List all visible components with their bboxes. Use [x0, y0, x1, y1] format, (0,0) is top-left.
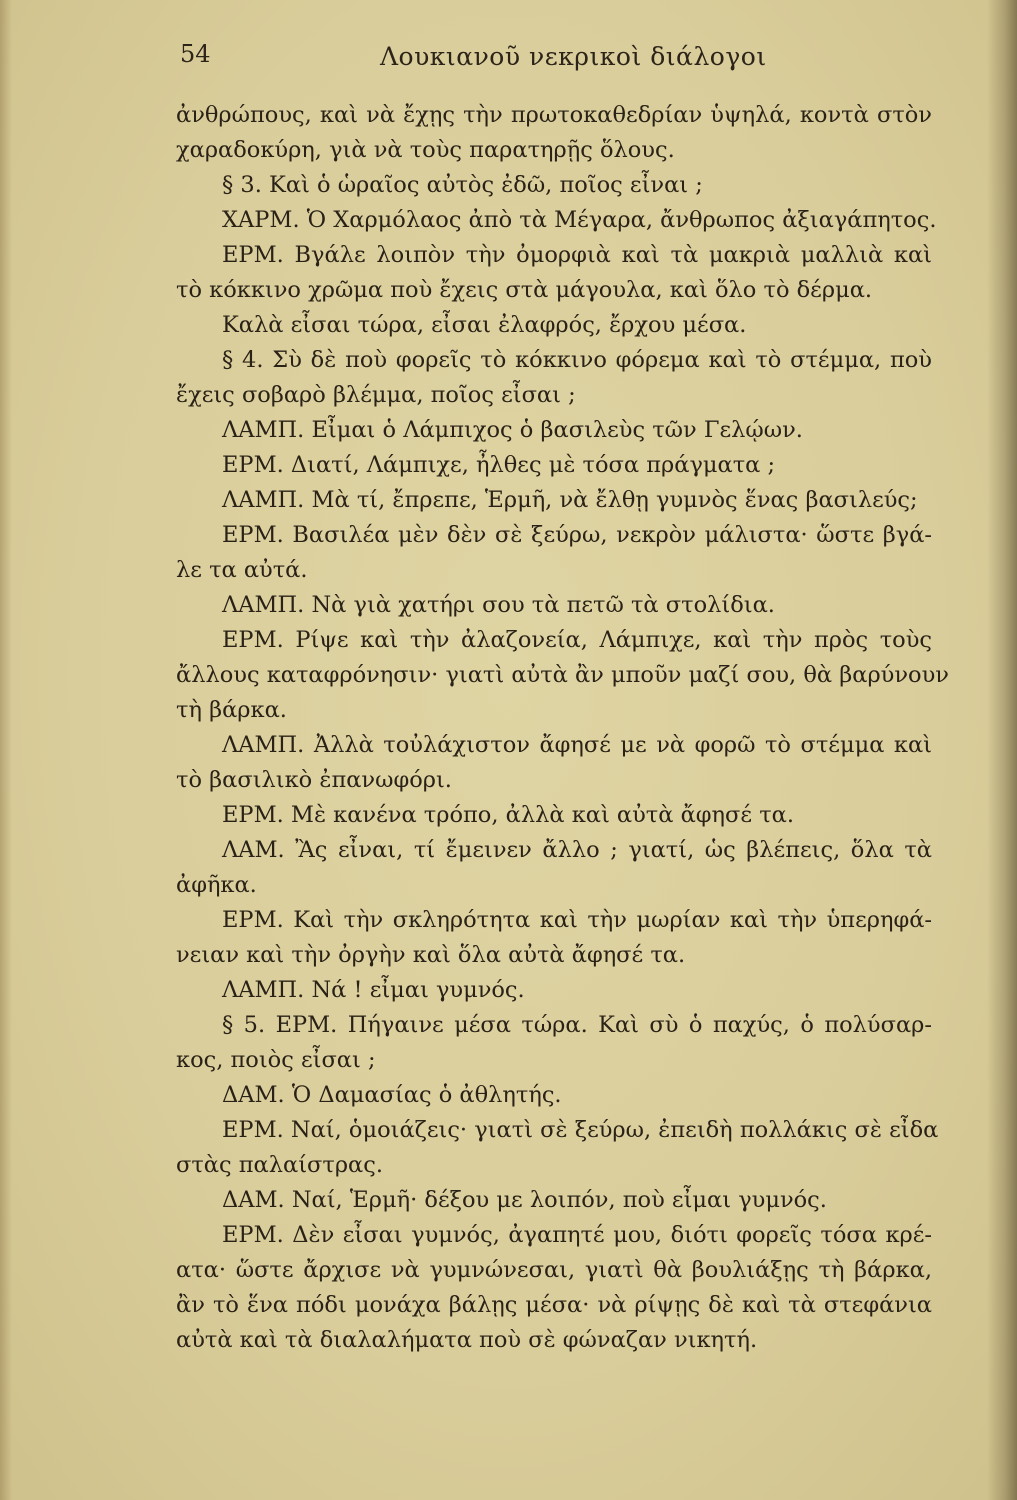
text-line: § 5. ΕΡΜ. Πήγαινε μέσα τώρα. Καὶ σὺ ὁ παχύς, ὁ πολύσαρ- — [222, 1012, 932, 1038]
text-line: λε τα αὐτά. — [176, 557, 308, 583]
text-line: τὸ βασιλικὸ ἐπανωφόρι. — [176, 767, 452, 793]
text-line: ΕΡΜ. Ναί, ὁμοιάζεις· γιατὶ σὲ ξεύρω, ἐπειδὴ πολλάκις σὲ εἶδα — [222, 1117, 939, 1143]
text-line: Καλὰ εἶσαι τώρα, εἶσαι ἐλαφρός, ἔρχου μέσα. — [222, 312, 747, 338]
text-line: ΛΑΜ. Ἂς εἶναι, τί ἔμεινεν ἄλλο ; γιατί, ὡς βλέπεις, ὅλα τὰ — [222, 837, 932, 863]
text-line: ΕΡΜ. Διατί, Λάμπιχε, ἦλθες μὲ τόσα πράγματα ; — [222, 452, 776, 478]
running-head: Λουκιανοῦ νεκρικοὶ διάλογοι — [380, 42, 767, 71]
text-line: ΔΑΜ. Ναί, Ἑρμῆ· δέξου με λοιπόν, ποὺ εἶμαι γυμνός. — [222, 1187, 827, 1213]
body-text — [176, 98, 949, 1358]
text-line: στὰς παλαίστρας. — [176, 1152, 383, 1178]
page-left-edge — [0, 0, 12, 1500]
spine-shadow — [987, 0, 1017, 1500]
text-line: ἀφῆκα. — [176, 872, 257, 898]
text-line: ΕΡΜ. Ρίψε καὶ τὴν ἀλαζονεία, Λάμπιχε, καὶ τὴν πρὸς τοὺς — [222, 627, 932, 653]
text-line: ΔΑΜ. Ὁ Δαμασίας ὁ ἀθλητής. — [222, 1082, 562, 1108]
text-line: ΛΑΜΠ. Ἀλλὰ τοὐλάχιστον ἄφησέ με νὰ φορῶ τὸ στέμμα καὶ — [222, 732, 932, 758]
text-line: ΛΑΜΠ. Μὰ τί, ἔπρεπε, Ἑρμῆ, νὰ ἔλθῃ γυμνὸς ἕνας βασιλεύς; — [222, 487, 918, 513]
text-line: ἀνθρώπους, καὶ νὰ ἔχῃς τὴν πρωτοκαθεδρίαν ὑψηλά, κοντὰ στὸν — [176, 102, 932, 128]
text-line: ἄλλους καταφρόνησιν· γιατὶ αὐτὰ ἂν μποῦν μαζί σου, θὰ βαρύνουν — [176, 662, 949, 688]
text-line: ΕΡΜ. Βασιλέα μὲν δὲν σὲ ξεύρω, νεκρὸν μάλιστα· ὥστε βγά- — [222, 522, 932, 548]
text-line: § 4. Σὺ δὲ ποὺ φορεῖς τὸ κόκκινο φόρεμα καὶ τὸ στέμμα, ποὺ — [222, 347, 932, 373]
text-line: ΛΑΜΠ. Εἶμαι ὁ Λάμπιχος ὁ βασιλεὺς τῶν Γελῴων. — [222, 417, 803, 443]
text-line: ΕΡΜ. Βγάλε λοιπὸν τὴν ὀμορφιὰ καὶ τὰ μακριὰ μαλλιὰ καὶ — [222, 242, 932, 268]
text-line: ΕΡΜ. Δὲν εἶσαι γυμνός, ἀγαπητέ μου, διότι φορεῖς τόσα κρέ- — [222, 1222, 932, 1248]
text-line: κος, ποιὸς εἶσαι ; — [176, 1047, 376, 1073]
text-line: ατα· ὥστε ἄρχισε νὰ γυμνώνεσαι, γιατὶ θὰ βουλιάξῃς τὴ βάρκα, — [176, 1257, 932, 1283]
text-line: ΕΡΜ. Μὲ κανένα τρόπο, ἀλλὰ καὶ αὐτὰ ἄφησέ τα. — [222, 802, 794, 828]
text-line: ἔχεις σοβαρὸ βλέμμα, ποῖος εἶσαι ; — [176, 382, 576, 408]
text-line: ΛΑΜΠ. Νά ! εἶμαι γυμνός. — [222, 977, 525, 1003]
text-line: τὸ κόκκινο χρῶμα ποὺ ἔχεις στὰ μάγουλα, καὶ ὅλο τὸ δέρμα. — [176, 277, 873, 303]
text-line: ἂν τὸ ἕνα πόδι μονάχα βάλῃς μέσα· νὰ ρίψῃς δὲ καὶ τὰ στεφάνια — [176, 1292, 932, 1318]
text-line: ΧΑΡΜ. Ὁ Χαρμόλαος ἀπὸ τὰ Μέγαρα, ἄνθρωπος ἀξιαγάπητος. — [222, 207, 937, 233]
text-line: αὐτὰ καὶ τὰ διαλαλήματα ποὺ σὲ φώναζαν νικητή. — [176, 1327, 758, 1353]
text-line: τὴ βάρκα. — [176, 697, 287, 723]
page-number: 54 — [180, 40, 211, 68]
text-line: ΛΑΜΠ. Νὰ γιὰ χατήρι σου τὰ πετῶ τὰ στολίδια. — [222, 592, 775, 618]
text-line: νειαν καὶ τὴν ὀργὴν καὶ ὅλα αὐτὰ ἄφησέ τα. — [176, 942, 686, 968]
text-line: ΕΡΜ. Καὶ τὴν σκληρότητα καὶ τὴν μωρίαν καὶ τὴν ὑπερηφά- — [222, 907, 932, 933]
text-line: χαραδοκύρη, γιὰ νὰ τοὺς παρατηρῇς ὅλους. — [176, 137, 675, 163]
text-line: § 3. Καὶ ὁ ὡραῖος αὐτὸς ἐδῶ, ποῖος εἶναι ; — [222, 172, 703, 198]
